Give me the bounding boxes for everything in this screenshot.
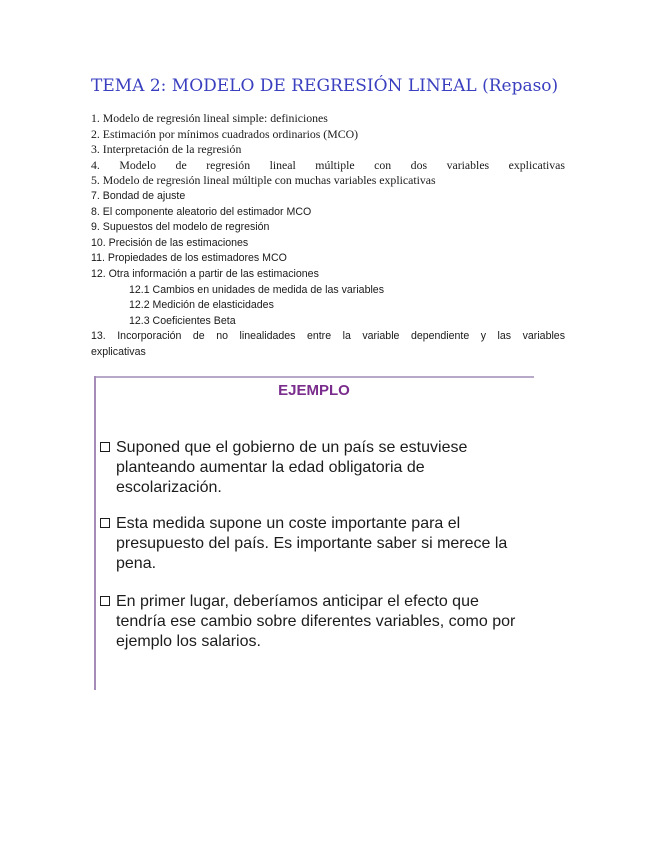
toc-item-12-1: 12.1 Cambios en unidades de medida de las variables	[129, 283, 385, 296]
checkbox-bullet-icon	[100, 596, 110, 606]
toc-item-10: 10. Precisión de las estimaciones	[91, 236, 249, 249]
slide-bullet-2	[100, 514, 520, 574]
toc-item-13-line1: 13. Incorporación de no linealidades entre la variable dependiente y las variables	[91, 330, 565, 343]
toc-item-12-3: 12.3 Coeficientes Beta	[129, 314, 236, 327]
checkbox-bullet-icon	[100, 518, 110, 528]
toc-item-7: 7. Bondad de ajuste	[91, 189, 186, 202]
slide-bullet-2-text: Esta medida supone un coste importante para el presupuesto del país. Es importante saber si merece la pena.	[116, 515, 508, 572]
page-title: TEMA 2: MODELO DE REGRESIÓN LINEAL (Repaso)	[91, 76, 559, 96]
slide-bullet-1	[100, 438, 520, 498]
toc-item-4: 4. Modelo de regresión lineal múltiple con dos variables explicativas	[91, 157, 565, 172]
toc-item-2: 2. Estimación por mínimos cuadrados ordinarios (MCO)	[91, 126, 359, 141]
toc-item-9: 9. Supuestos del modelo de regresión	[91, 221, 270, 234]
slide-title: EJEMPLO	[278, 382, 350, 399]
table-of-contents	[91, 111, 565, 361]
example-slide	[94, 376, 534, 690]
slide-bullet-3	[100, 592, 520, 652]
slide-bullet-1-text: Suponed que el gobierno de un país se estuviese planteando aumentar la edad obligatoria de escolarización.	[116, 439, 468, 496]
toc-item-1: 1. Modelo de regresión lineal simple: definiciones	[91, 111, 328, 125]
slide-bullet-3-text: En primer lugar, deberíamos anticipar el efecto que tendría ese cambio sobre diferentes variables, como por ejemplo los salarios.	[116, 593, 516, 650]
toc-item-3: 3. Interpretación de la regresión	[91, 142, 242, 157]
toc-item-8: 8. El componente aleatorio del estimador MCO	[91, 205, 312, 218]
slide-top-border	[94, 376, 534, 378]
toc-item-12-2: 12.2 Medición de elasticidades	[129, 299, 274, 312]
toc-item-13	[91, 329, 565, 360]
toc-item-11: 11. Propiedades de los estimadores MCO	[91, 252, 287, 265]
toc-item-5: 5. Modelo de regresión lineal múltiple con muchas variables explicativas	[91, 173, 436, 188]
slide-left-border	[94, 376, 96, 690]
toc-item-13-line2: explicativas	[91, 345, 146, 358]
toc-item-12: 12. Otra información a partir de las estimaciones	[91, 267, 319, 280]
checkbox-bullet-icon	[100, 442, 110, 452]
